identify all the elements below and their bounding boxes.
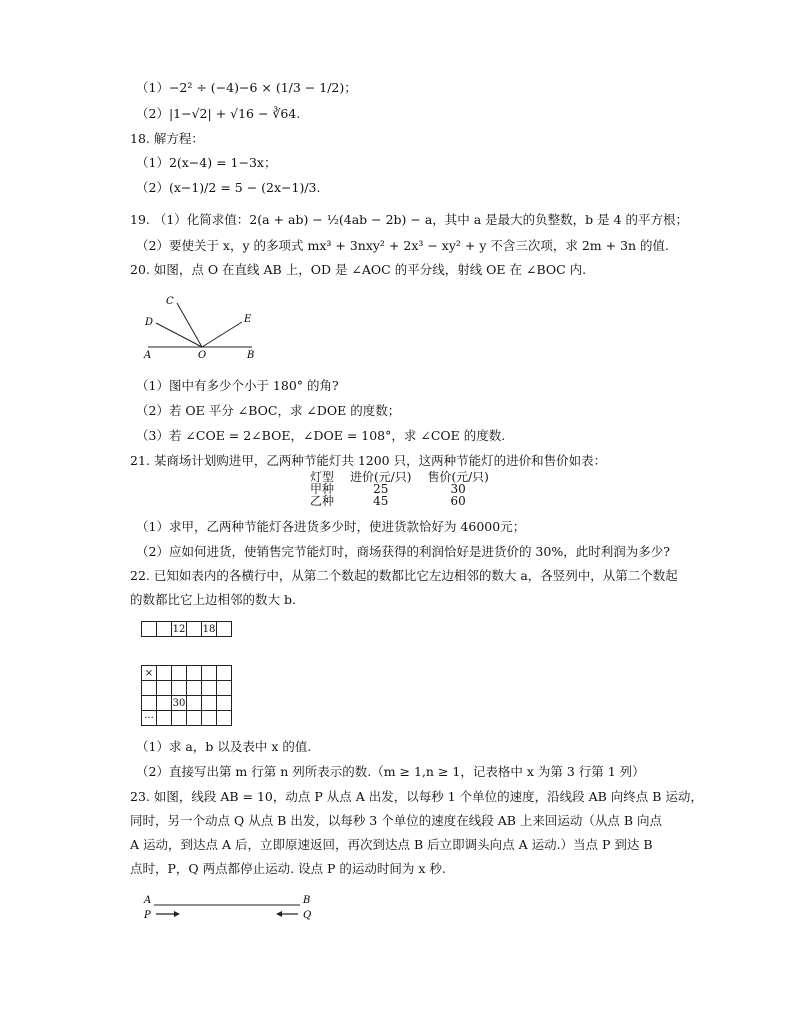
q18-part1: （1）2(x−4) = 1−3x； <box>136 155 277 170</box>
q21-part1: （1）求甲，乙两种节能灯各进货多少时，使进货款恰好为 46000元； <box>136 519 526 534</box>
grid-cell <box>142 622 157 637</box>
table-cell: 45 <box>373 494 389 508</box>
q20-angle-figure <box>140 292 270 360</box>
table-cell: 乙种 <box>310 494 335 508</box>
label-b: B <box>247 350 255 360</box>
q17-part1: （1）−2² ÷ (−4)−6 × (1/3 − 1/2)； <box>136 80 357 95</box>
grid-cell: × <box>142 666 157 681</box>
q18-title: 18. 解方程： <box>130 131 204 146</box>
grid-cell <box>142 681 157 696</box>
arrow-p-head <box>174 911 180 917</box>
label-a: A <box>144 350 152 360</box>
number-grid-row <box>141 621 232 637</box>
q17-part2: （2）|1−√2| + √16 − ∛64. <box>136 106 301 121</box>
table-cell: 30 <box>450 482 466 496</box>
label-o: O <box>198 350 207 360</box>
q23-segment-figure <box>140 890 320 922</box>
grid-cell <box>202 711 217 726</box>
grid-cell: 12 <box>172 623 186 635</box>
table-row <box>142 711 232 726</box>
grid-cell <box>187 696 202 711</box>
q20-part2: （2）若 OE 平分 ∠BOC，求 ∠DOE 的度数； <box>136 403 401 418</box>
grid-cell <box>217 696 232 711</box>
q23-line1: 23. 如图，线段 AB = 10，动点 P 从点 A 出发，以每秒 1 个单位的速度，沿线段 AB 向终点 B 运动， <box>130 789 703 804</box>
grid-cell <box>187 711 202 726</box>
price-table <box>302 471 497 507</box>
grid-cell <box>187 622 202 637</box>
q21-part2: （2）应如何进货，使销售完节能灯时，商场获得的利润恰好是进货价的 30%，此时利润为多少? <box>136 544 670 559</box>
q20-part1: （1）图中有多少个小于 180° 的角? <box>136 378 339 393</box>
grid-cell: ··· <box>142 711 157 726</box>
q23-line3: A 运动，到达点 A 后，立即原速返回，再次到达点 B 后立即调头向点 A 运动.）当点 P 到达 B <box>130 837 653 852</box>
grid-cell <box>172 666 187 681</box>
header-cell: 进价(元/只) <box>350 470 412 484</box>
q19-part1: 19. （1）化简求值：2(a + ab) − ½(4ab − 2b) − a，其中 a 是最大的负整数，b 是 4 的平方根； <box>130 212 689 227</box>
q18-part2: （2）(x−1)/2 = 5 − (2x−1)/3. <box>136 180 321 195</box>
grid-cell: 18 <box>202 623 216 635</box>
q22-part2: （2）直接写出第 m 行第 n 列所表示的数.（m ≥ 1,n ≥ 1，记表格中 x 为第 3 行第 1 列） <box>136 764 645 779</box>
q23-line4: 点时，P，Q 两点都停止运动. 设点 P 的运动时间为 x 秒. <box>130 861 446 876</box>
ray-oe <box>202 322 242 347</box>
grid-cell <box>217 622 232 637</box>
grid-cell <box>157 696 172 711</box>
q22-line2: 的数都比它上边相邻的数大 b. <box>130 592 296 607</box>
q20-part3: （3）若 ∠COE = 2∠BOE，∠DOE = 108°，求 ∠COE 的度数. <box>136 428 506 443</box>
grid-cell <box>157 681 172 696</box>
table-row <box>302 495 497 507</box>
label-d: D <box>145 317 154 328</box>
table-row <box>142 681 232 696</box>
label-c: C <box>166 296 174 307</box>
table-cell: 25 <box>373 482 389 496</box>
arrow-q-head <box>276 911 282 917</box>
grid-cell <box>202 666 217 681</box>
grid-cell: 30 <box>172 697 186 709</box>
grid-cell <box>217 711 232 726</box>
number-grid <box>141 665 232 726</box>
q21-title: 21. 某商场计划购进甲，乙两种节能灯共 1200 只，这两种节能灯的进价和售价如表： <box>130 453 607 468</box>
grid-cell <box>187 666 202 681</box>
grid-cell <box>187 681 202 696</box>
table-row <box>142 622 232 637</box>
table-row <box>142 696 232 711</box>
header-cell: 灯型 <box>310 470 335 484</box>
q23-line2: 同时，另一个动点 Q 从点 B 出发，以每秒 3 个单位的速度在线段 AB 上来回运动（从点 B 向点 <box>130 813 663 828</box>
q22-line1: 22. 已知如表内的各横行中，从第二个数起的数都比它左边相邻的数大 a，各竖列中，从第二个数起 <box>130 568 678 583</box>
grid-cell <box>172 681 187 696</box>
grid-cell <box>202 681 217 696</box>
grid-cell <box>157 711 172 726</box>
grid-cell <box>157 666 172 681</box>
label-p: P <box>144 910 151 921</box>
grid-cell <box>172 711 187 726</box>
q19-part2: （2）要使关于 x，y 的多项式 mx³ + 3nxy² + 2x³ − xy² + y 不含三次项，求 2m + 3n 的值. <box>136 238 670 253</box>
label-b: B <box>303 895 311 906</box>
grid-cell <box>142 696 157 711</box>
label-a: A <box>144 895 152 906</box>
q20-title: 20. 如图，点 O 在直线 AB 上，OD 是 ∠AOC 的平分线，射线 OE 在 ∠BOC 内. <box>130 262 587 277</box>
q22-part1: （1）求 a，b 以及表中 x 的值. <box>136 739 312 754</box>
label-q: Q <box>303 910 312 921</box>
grid-cell <box>217 681 232 696</box>
grid-cell <box>157 622 172 637</box>
table-row <box>142 666 232 681</box>
label-e: E <box>244 314 252 325</box>
grid-cell <box>202 696 217 711</box>
header-cell: 售价(元/只) <box>427 470 489 484</box>
table-cell: 60 <box>450 494 466 508</box>
grid-cell <box>217 666 232 681</box>
table-cell: 甲种 <box>310 482 335 496</box>
